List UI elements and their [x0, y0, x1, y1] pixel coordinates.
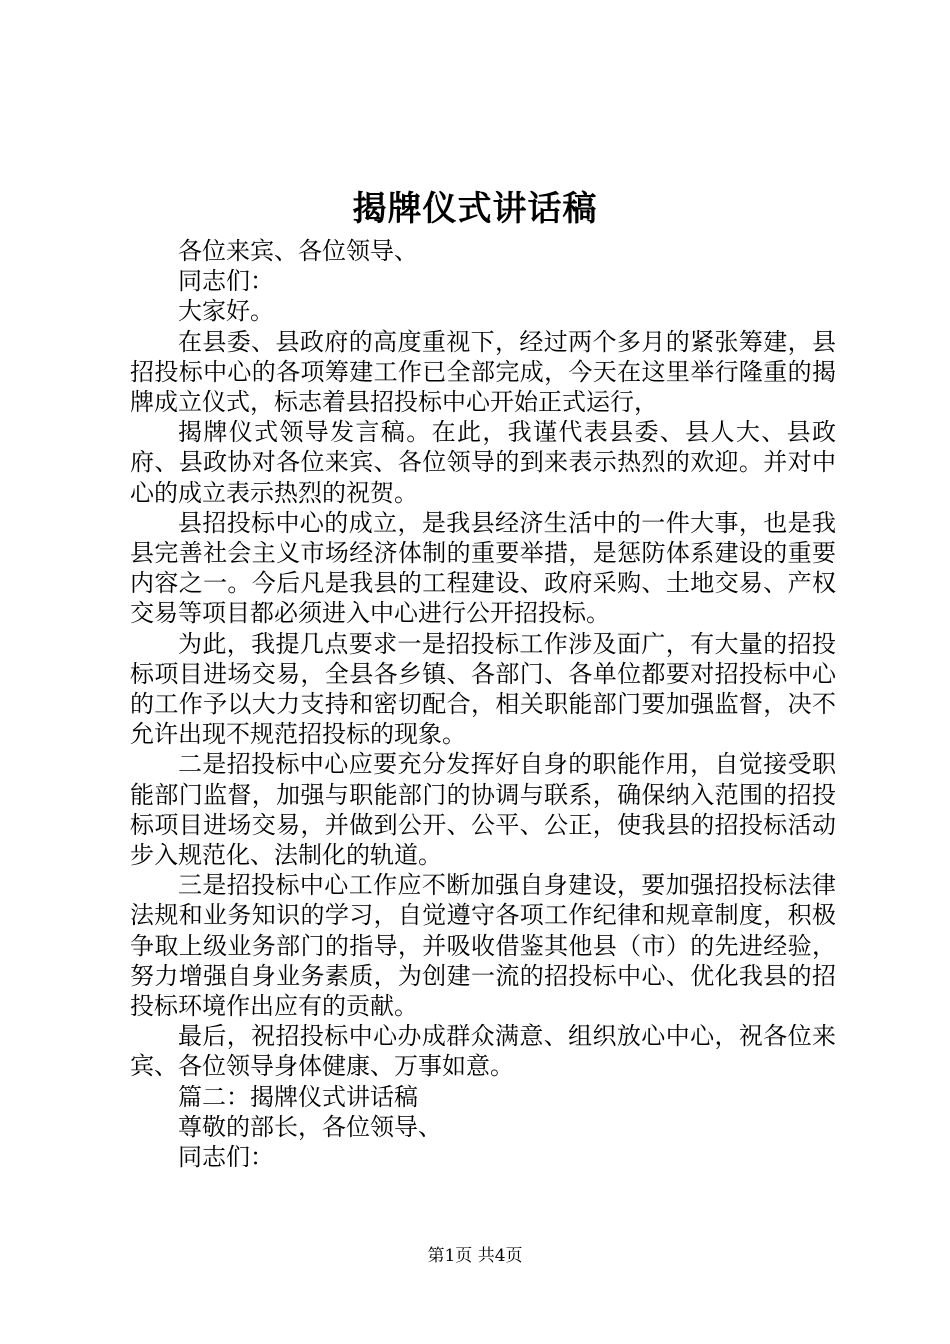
- paragraph: 同志们：: [178, 1143, 274, 1172]
- paragraph: 二是招投标中心应要充分发挥好自身的职能作用，自觉接受职能部门监督，加强与职能部门的协调与联系，确保纳入范围的招投标项目进场交易，并做到公开、公平、公正，使我县的招投标活动步入规范化、法制化的轨道。: [130, 750, 836, 870]
- paragraph: 各位来宾、各位领导、: [178, 237, 418, 265]
- paragraph: 最后，祝招投标中心办成群众满意、组织放心中心，祝各位来宾、各位领导身体健康、万事如意。: [130, 1022, 836, 1081]
- paragraph: 为此，我提几点要求一是招投标工作涉及面广，有大量的招投标项目进场交易，全县各乡镇、各部门、各单位都要对招投标中心的工作予以大力支持和密切配合，相关职能部门要加强监督，决不允许出现不规范招投标的现象。: [130, 629, 836, 749]
- document-title: 揭牌仪式讲话稿: [352, 189, 598, 229]
- document-body: [130, 236, 836, 1172]
- paragraph: 揭牌仪式领导发言稿。在此，我谨代表县委、县人大、县政府、县政协对各位来宾、各位领导的到来表示热烈的欢迎。并对中心的成立表示热烈的祝贺。: [130, 418, 836, 507]
- page-footer: 第1页 共4页: [427, 1246, 523, 1266]
- paragraph: 三是招投标中心工作应不断加强自身建设，要加强招投标法律法规和业务知识的学习，自觉遵守各项工作纪律和规章制度，积极争取上级业务部门的指导，并吸收借鉴其他县（市）的先进经验，努力增强自身业务素质，为创建一流的招投标中心、优化我县的招投标环境作出应有的贡献。: [130, 871, 836, 1021]
- paragraph: 在县委、县政府的高度重视下，经过两个多月的紧张筹建，县招投标中心的各项筹建工作已全部完成，今天在这里举行隆重的揭牌成立仪式，标志着县招投标中心开始正式运行，: [130, 327, 836, 417]
- section-heading: 篇二：揭牌仪式讲话稿: [178, 1082, 418, 1111]
- paragraph: 同志们：: [178, 267, 274, 296]
- paragraph: 尊敬的部长，各位领导、: [178, 1112, 442, 1141]
- paragraph: 大家好。: [178, 297, 274, 326]
- paragraph: 县招投标中心的成立，是我县经济生活中的一件大事，也是我县完善社会主义市场经济体制的重要举措，是惩防体系建设的重要内容之一。今后凡是我县的工程建设、政府采购、土地交易、产权交易等项目都必须进入中心进行公开招投标。: [130, 508, 836, 628]
